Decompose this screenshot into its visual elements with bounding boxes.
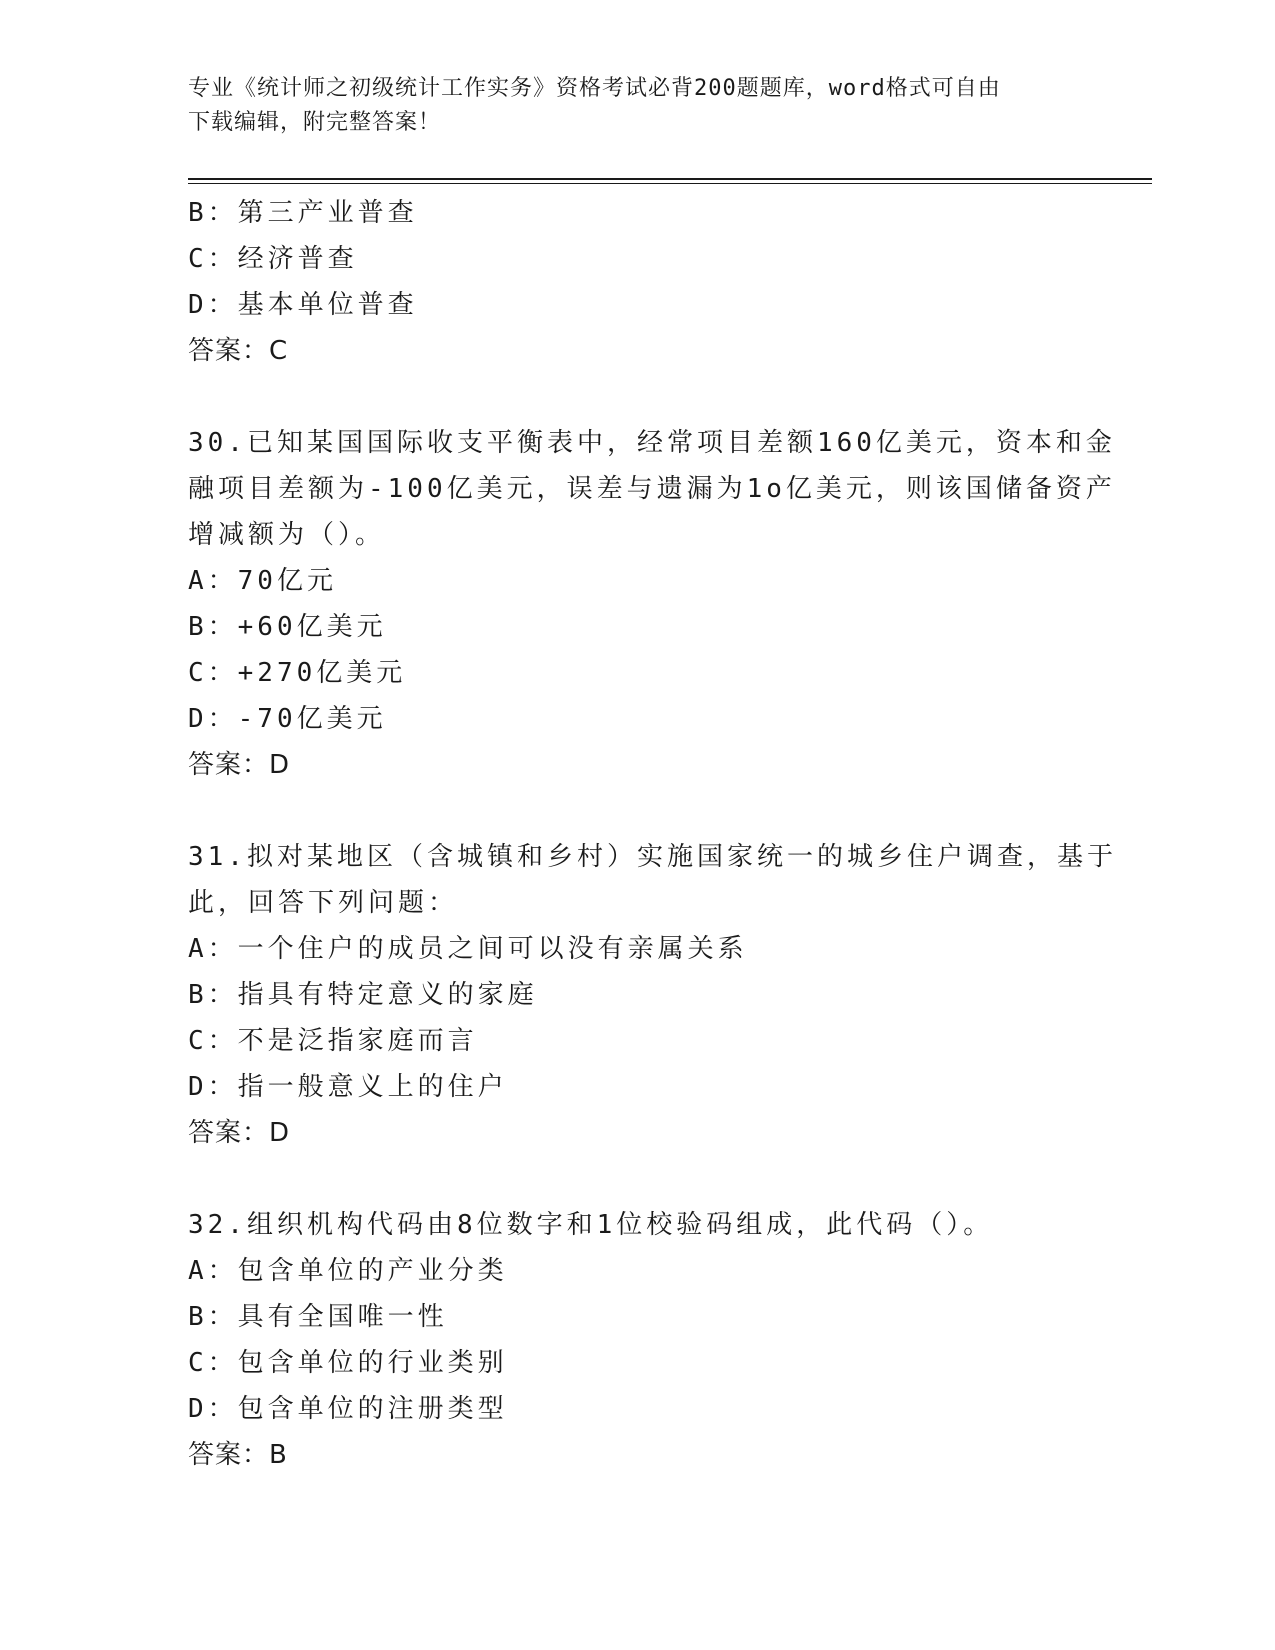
question-list	[188, 190, 1117, 1478]
header-line-2: 下载编辑，附完整答案！	[188, 110, 442, 135]
answer-line: 答案：C	[188, 336, 289, 366]
header-divider-thin	[188, 183, 1152, 184]
option-d: D：指一般意义上的住户	[188, 1072, 508, 1102]
answer-line: 答案：D	[188, 750, 291, 780]
question-stem: 31.拟对某地区（含城镇和乡村）实施国家统一的城乡住户调查，基于	[188, 842, 1117, 872]
option-b: B：第三产业普查	[188, 198, 418, 228]
question-30	[188, 420, 1116, 788]
question-31	[188, 834, 1117, 1156]
option-c: C：+270亿美元	[188, 658, 407, 688]
question-stem: 此，回答下列问题：	[188, 888, 459, 918]
option-a: A：包含单位的产业分类	[188, 1256, 508, 1286]
question-stem: 30.已知某国国际收支平衡表中，经常项目差额160亿美元，资本和金	[188, 428, 1116, 458]
option-c: C：不是泛指家庭而言	[188, 1026, 478, 1056]
option-d: D：-70亿美元	[188, 704, 387, 734]
option-b: B：具有全国唯一性	[188, 1302, 448, 1332]
option-c: C：经济普查	[188, 244, 358, 274]
answer-line: 答案：D	[188, 1118, 291, 1148]
option-a: A：70亿元	[188, 566, 337, 596]
question-stem: 32.组织机构代码由8位数字和1位校验码组成，此代码（）。	[188, 1210, 994, 1240]
question-stem: 增减额为（）。	[188, 520, 386, 550]
option-d: D：基本单位普查	[188, 290, 418, 320]
question-stem: 融项目差额为-100亿美元，误差与遗漏为1o亿美元，则该国储备资产	[188, 474, 1116, 504]
option-a: A：一个住户的成员之间可以没有亲属关系	[188, 934, 748, 964]
spacer	[188, 788, 1088, 834]
option-c: C：包含单位的行业类别	[188, 1348, 508, 1378]
document-header	[188, 72, 1088, 140]
option-d: D：包含单位的注册类型	[188, 1394, 508, 1424]
question-29	[188, 190, 1088, 374]
header-divider-thick	[188, 178, 1152, 180]
header-line-1: 专业《统计师之初级统计工作实务》资格考试必背200题题库，word格式可自由	[188, 76, 1001, 101]
option-b: B：+60亿美元	[188, 612, 387, 642]
option-b: B：指具有特定意义的家庭	[188, 980, 538, 1010]
spacer	[188, 374, 1088, 420]
answer-line: 答案：B	[188, 1440, 288, 1470]
spacer	[188, 1156, 1088, 1202]
question-32	[188, 1202, 1088, 1478]
